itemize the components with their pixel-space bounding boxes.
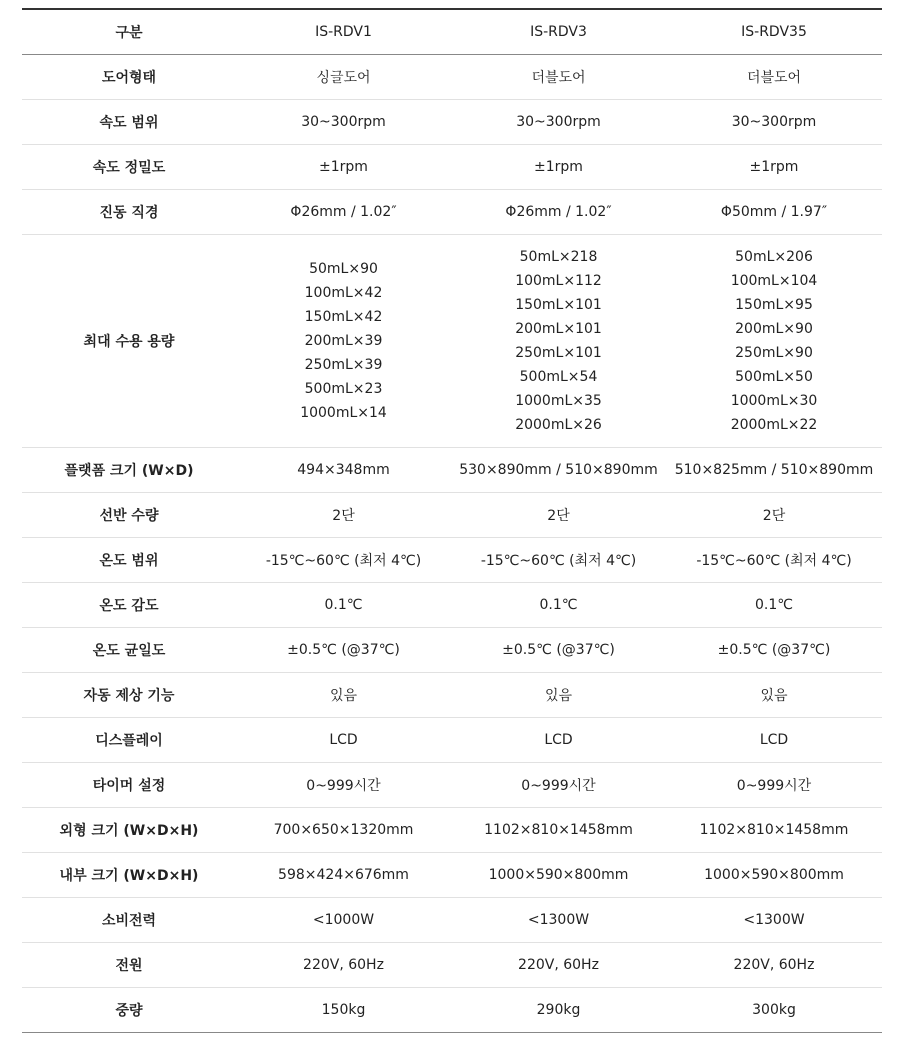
table-body bbox=[22, 55, 882, 1033]
cell-model-2: Φ26mm / 1.02″ bbox=[451, 190, 666, 235]
cell-model-1: <1000W bbox=[236, 898, 451, 943]
table-row bbox=[22, 190, 882, 235]
table-row bbox=[22, 673, 882, 718]
cell-model-1: 700×650×1320mm bbox=[236, 808, 451, 853]
cell-model-1: 50mL×90 100mL×42 150mL×42 200mL×39 250mL×39 500mL×23 1000mL×14 bbox=[236, 235, 451, 448]
cell-model-3: 50mL×206 100mL×104 150mL×95 200mL×90 250mL×90 500mL×50 1000mL×30 2000mL×22 bbox=[666, 235, 882, 448]
table-row bbox=[22, 628, 882, 673]
cell-model-3: ±0.5℃ (@37℃) bbox=[666, 628, 882, 673]
table-row bbox=[22, 763, 882, 808]
row-label: 진동 직경 bbox=[22, 190, 236, 235]
cell-model-3: 300kg bbox=[666, 988, 882, 1033]
cell-model-1: 150kg bbox=[236, 988, 451, 1033]
cell-model-1: 2단 bbox=[236, 493, 451, 538]
table-row bbox=[22, 55, 882, 100]
table-row bbox=[22, 100, 882, 145]
cell-model-1: Φ26mm / 1.02″ bbox=[236, 190, 451, 235]
table-row bbox=[22, 538, 882, 583]
row-label: 디스플레이 bbox=[22, 718, 236, 763]
table-row bbox=[22, 448, 882, 493]
header-label: 구분 bbox=[22, 9, 236, 55]
cell-model-1: 싱글도어 bbox=[236, 55, 451, 100]
table-row bbox=[22, 988, 882, 1033]
cell-model-1: 494×348mm bbox=[236, 448, 451, 493]
cell-model-3: ±1rpm bbox=[666, 145, 882, 190]
row-label: 온도 균일도 bbox=[22, 628, 236, 673]
cell-model-3: 220V, 60Hz bbox=[666, 943, 882, 988]
cell-model-1: 0~999시간 bbox=[236, 763, 451, 808]
row-label: 선반 수량 bbox=[22, 493, 236, 538]
table-row bbox=[22, 808, 882, 853]
cell-model-2: ±0.5℃ (@37℃) bbox=[451, 628, 666, 673]
header-model-3: IS-RDV35 bbox=[666, 9, 882, 55]
cell-model-3: Φ50mm / 1.97″ bbox=[666, 190, 882, 235]
row-label: 중량 bbox=[22, 988, 236, 1033]
table-row bbox=[22, 898, 882, 943]
cell-model-3: 510×825mm / 510×890mm bbox=[666, 448, 882, 493]
cell-model-2: <1300W bbox=[451, 898, 666, 943]
row-label: 온도 범위 bbox=[22, 538, 236, 583]
cell-model-2: 220V, 60Hz bbox=[451, 943, 666, 988]
cell-model-2: 290kg bbox=[451, 988, 666, 1033]
cell-model-3: -15℃~60℃ (최저 4℃) bbox=[666, 538, 882, 583]
table-header bbox=[22, 9, 882, 55]
table-row bbox=[22, 145, 882, 190]
cell-model-1: 220V, 60Hz bbox=[236, 943, 451, 988]
table-row bbox=[22, 583, 882, 628]
row-label: 도어형태 bbox=[22, 55, 236, 100]
row-label: 최대 수용 용량 bbox=[22, 235, 236, 448]
cell-model-2: 30~300rpm bbox=[451, 100, 666, 145]
cell-model-1: 0.1℃ bbox=[236, 583, 451, 628]
row-label: 전원 bbox=[22, 943, 236, 988]
row-label: 속도 범위 bbox=[22, 100, 236, 145]
cell-model-3: 더블도어 bbox=[666, 55, 882, 100]
row-label: 타이머 설정 bbox=[22, 763, 236, 808]
cell-model-1: ±1rpm bbox=[236, 145, 451, 190]
row-label: 자동 제상 기능 bbox=[22, 673, 236, 718]
table-row bbox=[22, 235, 882, 448]
cell-model-2: ±1rpm bbox=[451, 145, 666, 190]
row-label: 속도 정밀도 bbox=[22, 145, 236, 190]
cell-model-2: 50mL×218 100mL×112 150mL×101 200mL×101 250mL×101 500mL×54 1000mL×35 2000mL×26 bbox=[451, 235, 666, 448]
cell-model-3: <1300W bbox=[666, 898, 882, 943]
cell-model-3: 1102×810×1458mm bbox=[666, 808, 882, 853]
cell-model-2: -15℃~60℃ (최저 4℃) bbox=[451, 538, 666, 583]
cell-model-3: 0.1℃ bbox=[666, 583, 882, 628]
cell-model-2: 1102×810×1458mm bbox=[451, 808, 666, 853]
table-row bbox=[22, 853, 882, 898]
row-label: 내부 크기 (W×D×H) bbox=[22, 853, 236, 898]
row-label: 외형 크기 (W×D×H) bbox=[22, 808, 236, 853]
header-model-2: IS-RDV3 bbox=[451, 9, 666, 55]
cell-model-2: 더블도어 bbox=[451, 55, 666, 100]
cell-model-3: 1000×590×800mm bbox=[666, 853, 882, 898]
row-label: 플랫폼 크기 (W×D) bbox=[22, 448, 236, 493]
cell-model-1: -15℃~60℃ (최저 4℃) bbox=[236, 538, 451, 583]
cell-model-3: 있음 bbox=[666, 673, 882, 718]
cell-model-2: 0~999시간 bbox=[451, 763, 666, 808]
cell-model-2: 있음 bbox=[451, 673, 666, 718]
cell-model-2: 1000×590×800mm bbox=[451, 853, 666, 898]
header-model-1: IS-RDV1 bbox=[236, 9, 451, 55]
cell-model-2: 0.1℃ bbox=[451, 583, 666, 628]
cell-model-3: 30~300rpm bbox=[666, 100, 882, 145]
cell-model-2: 2단 bbox=[451, 493, 666, 538]
cell-model-3: LCD bbox=[666, 718, 882, 763]
table-row bbox=[22, 943, 882, 988]
cell-model-3: 0~999시간 bbox=[666, 763, 882, 808]
cell-model-1: ±0.5℃ (@37℃) bbox=[236, 628, 451, 673]
cell-model-2: 530×890mm / 510×890mm bbox=[451, 448, 666, 493]
spec-table bbox=[22, 8, 882, 1033]
cell-model-1: 30~300rpm bbox=[236, 100, 451, 145]
table-row bbox=[22, 718, 882, 763]
row-label: 온도 감도 bbox=[22, 583, 236, 628]
cell-model-1: LCD bbox=[236, 718, 451, 763]
cell-model-2: LCD bbox=[451, 718, 666, 763]
cell-model-1: 598×424×676mm bbox=[236, 853, 451, 898]
row-label: 소비전력 bbox=[22, 898, 236, 943]
cell-model-3: 2단 bbox=[666, 493, 882, 538]
cell-model-1: 있음 bbox=[236, 673, 451, 718]
table-row bbox=[22, 493, 882, 538]
header-row bbox=[22, 9, 882, 55]
